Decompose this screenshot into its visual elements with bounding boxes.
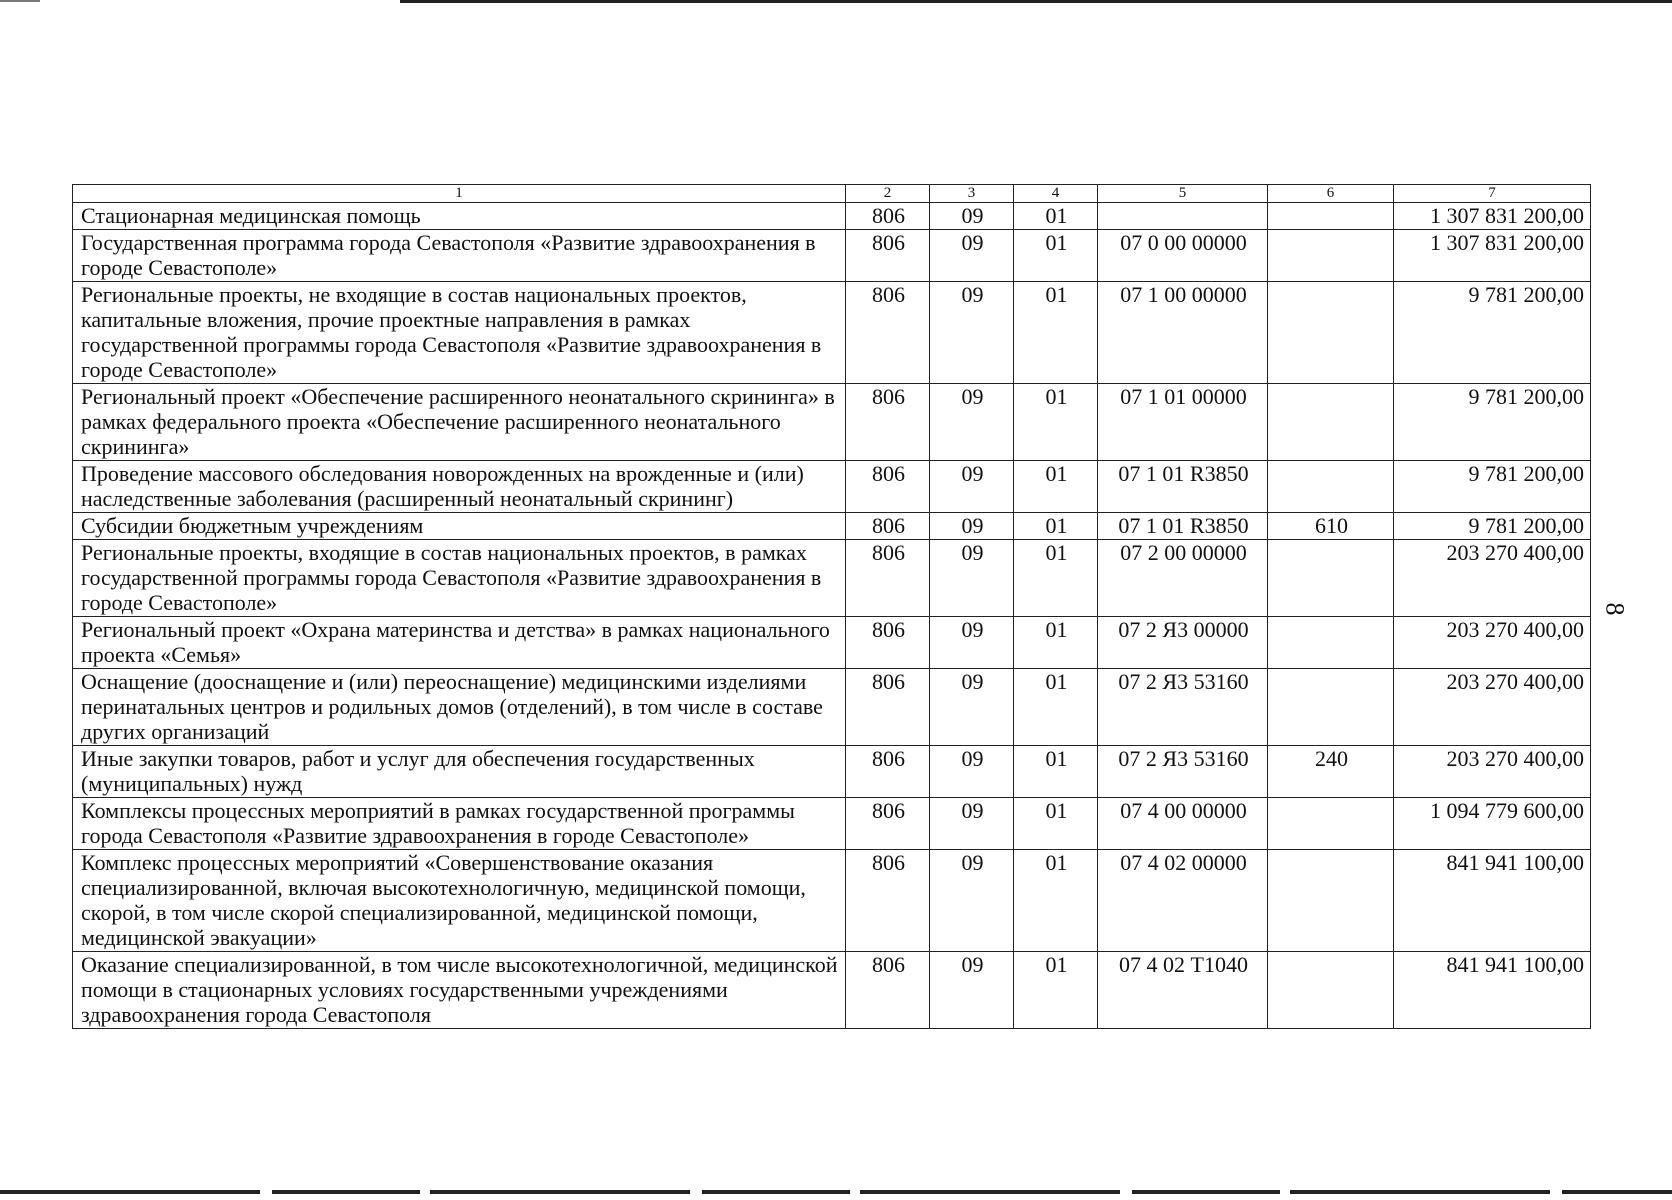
cell-amount: 203 270 400,00 [1394, 669, 1591, 746]
cell-amount: 1 094 779 600,00 [1394, 798, 1591, 850]
cell-name: Региональные проекты, входящие в состав национальных проектов, в рамках государственной программы города Севастополя «Развитие здравоохранения в городе Севастополе» [73, 540, 846, 617]
cell-col-2: 806 [846, 669, 930, 746]
page-number: 8 [1600, 602, 1630, 616]
cell-col-4: 01 [1014, 798, 1098, 850]
header-col-1: 1 [73, 185, 846, 203]
cell-amount: 9 781 200,00 [1394, 461, 1591, 513]
table-row [73, 384, 1591, 461]
cell-col-5: 07 2 Я3 53160 [1098, 746, 1268, 798]
cell-col-4: 01 [1014, 746, 1098, 798]
header-col-4: 4 [1014, 185, 1098, 203]
cell-amount: 9 781 200,00 [1394, 282, 1591, 384]
table-body [73, 203, 1591, 1029]
cell-name: Региональные проекты, не входящие в состав национальных проектов, капитальные вложения, прочие проектные направления в рамках государственной программы города Севастополя «Развитие здравоохранения в городе Севастополе» [73, 282, 846, 384]
cell-col-3: 09 [930, 230, 1014, 282]
cell-col-5: 07 1 00 00000 [1098, 282, 1268, 384]
scan-top-edge [400, 0, 1672, 3]
cell-col-3: 09 [930, 952, 1014, 1029]
cell-col-2: 806 [846, 203, 930, 230]
cell-col-3: 09 [930, 282, 1014, 384]
cell-col-4: 01 [1014, 850, 1098, 952]
cell-amount: 9 781 200,00 [1394, 513, 1591, 540]
cell-col-6: 240 [1268, 746, 1394, 798]
cell-amount: 1 307 831 200,00 [1394, 230, 1591, 282]
scan-bottom-edge [0, 1190, 1672, 1194]
cell-name: Стационарная медицинская помощь [73, 203, 846, 230]
cell-col-2: 806 [846, 798, 930, 850]
cell-amount: 9 781 200,00 [1394, 384, 1591, 461]
cell-amount: 203 270 400,00 [1394, 617, 1591, 669]
cell-col-3: 09 [930, 798, 1014, 850]
table-row [73, 282, 1591, 384]
cell-col-5: 07 4 02 Т1040 [1098, 952, 1268, 1029]
cell-name: Региональный проект «Охрана материнства и детства» в рамках национального проекта «Семья» [73, 617, 846, 669]
scan-edge-mark [0, 0, 40, 2]
cell-col-3: 09 [930, 540, 1014, 617]
cell-col-4: 01 [1014, 952, 1098, 1029]
cell-amount: 841 941 100,00 [1394, 850, 1591, 952]
header-col-7: 7 [1394, 185, 1591, 203]
cell-col-6 [1268, 669, 1394, 746]
cell-col-3: 09 [930, 850, 1014, 952]
table-row [73, 513, 1591, 540]
header-col-2: 2 [846, 185, 930, 203]
cell-col-4: 01 [1014, 282, 1098, 384]
cell-col-6 [1268, 203, 1394, 230]
cell-name: Комплекс процессных мероприятий «Совершенствование оказания специализированной, включая высокотехнологичную, медицинской помощи, скорой, в том числе скорой специализированной, медицинской помощи, медицинской эвакуации» [73, 850, 846, 952]
budget-table [72, 184, 1591, 1029]
cell-col-6 [1268, 617, 1394, 669]
cell-name: Проведение массового обследования новорожденных на врожденные и (или) наследственные заболевания (расширенный неонатальный скрининг) [73, 461, 846, 513]
cell-col-3: 09 [930, 384, 1014, 461]
cell-name: Иные закупки товаров, работ и услуг для обеспечения государственных (муниципальных) нужд [73, 746, 846, 798]
header-row [73, 185, 1591, 203]
cell-col-6 [1268, 461, 1394, 513]
cell-col-2: 806 [846, 850, 930, 952]
cell-amount: 203 270 400,00 [1394, 746, 1591, 798]
header-col-3: 3 [930, 185, 1014, 203]
cell-col-2: 806 [846, 513, 930, 540]
cell-col-5: 07 0 00 00000 [1098, 230, 1268, 282]
cell-col-5 [1098, 203, 1268, 230]
cell-col-6 [1268, 850, 1394, 952]
cell-col-6 [1268, 540, 1394, 617]
cell-col-4: 01 [1014, 384, 1098, 461]
cell-col-4: 01 [1014, 617, 1098, 669]
cell-col-2: 806 [846, 617, 930, 669]
cell-col-2: 806 [846, 952, 930, 1029]
cell-col-3: 09 [930, 513, 1014, 540]
table-header [73, 185, 1591, 203]
cell-col-6 [1268, 282, 1394, 384]
cell-col-2: 806 [846, 282, 930, 384]
header-col-6: 6 [1268, 185, 1394, 203]
cell-col-5: 07 1 01 R3850 [1098, 461, 1268, 513]
table-row [73, 669, 1591, 746]
cell-col-6 [1268, 952, 1394, 1029]
cell-col-4: 01 [1014, 669, 1098, 746]
cell-col-3: 09 [930, 461, 1014, 513]
table-row [73, 746, 1591, 798]
table-row [73, 203, 1591, 230]
cell-col-5: 07 2 00 00000 [1098, 540, 1268, 617]
cell-col-3: 09 [930, 617, 1014, 669]
table-row [73, 230, 1591, 282]
cell-amount: 1 307 831 200,00 [1394, 203, 1591, 230]
cell-col-6 [1268, 798, 1394, 850]
cell-col-6 [1268, 230, 1394, 282]
cell-col-3: 09 [930, 203, 1014, 230]
cell-name: Комплексы процессных мероприятий в рамках государственной программы города Севастополя «Развитие здравоохранения в городе Севастополе» [73, 798, 846, 850]
cell-col-4: 01 [1014, 513, 1098, 540]
cell-col-2: 806 [846, 540, 930, 617]
cell-name: Региональный проект «Обеспечение расширенного неонатального скрининга» в рамках федерального проекта «Обеспечение расширенного неонатального скрининга» [73, 384, 846, 461]
cell-col-4: 01 [1014, 230, 1098, 282]
cell-col-5: 07 2 Я3 53160 [1098, 669, 1268, 746]
cell-name: Оснащение (дооснащение и (или) переоснащение) медицинскими изделиями перинатальных центров и родильных домов (отделений), в том числе в составе других организаций [73, 669, 846, 746]
table-row [73, 798, 1591, 850]
cell-col-4: 01 [1014, 461, 1098, 513]
table-row [73, 850, 1591, 952]
cell-col-4: 01 [1014, 540, 1098, 617]
cell-name: Оказание специализированной, в том числе высокотехнологичной, медицинской помощи в стационарных условиях государственными учреждениями здравоохранения города Севастополя [73, 952, 846, 1029]
table-row [73, 540, 1591, 617]
cell-name: Государственная программа города Севастополя «Развитие здравоохранения в городе Севастополе» [73, 230, 846, 282]
header-col-5: 5 [1098, 185, 1268, 203]
cell-col-2: 806 [846, 461, 930, 513]
cell-col-5: 07 1 01 00000 [1098, 384, 1268, 461]
cell-col-4: 01 [1014, 203, 1098, 230]
table-row [73, 952, 1591, 1029]
cell-col-5: 07 2 Я3 00000 [1098, 617, 1268, 669]
cell-col-2: 806 [846, 384, 930, 461]
cell-col-5: 07 1 01 R3850 [1098, 513, 1268, 540]
cell-col-5: 07 4 00 00000 [1098, 798, 1268, 850]
cell-col-5: 07 4 02 00000 [1098, 850, 1268, 952]
cell-amount: 203 270 400,00 [1394, 540, 1591, 617]
cell-col-3: 09 [930, 746, 1014, 798]
cell-col-2: 806 [846, 746, 930, 798]
cell-name: Субсидии бюджетным учреждениям [73, 513, 846, 540]
cell-col-3: 09 [930, 669, 1014, 746]
cell-amount: 841 941 100,00 [1394, 952, 1591, 1029]
cell-col-2: 806 [846, 230, 930, 282]
table-row [73, 461, 1591, 513]
table-row [73, 617, 1591, 669]
cell-col-6: 610 [1268, 513, 1394, 540]
cell-col-6 [1268, 384, 1394, 461]
